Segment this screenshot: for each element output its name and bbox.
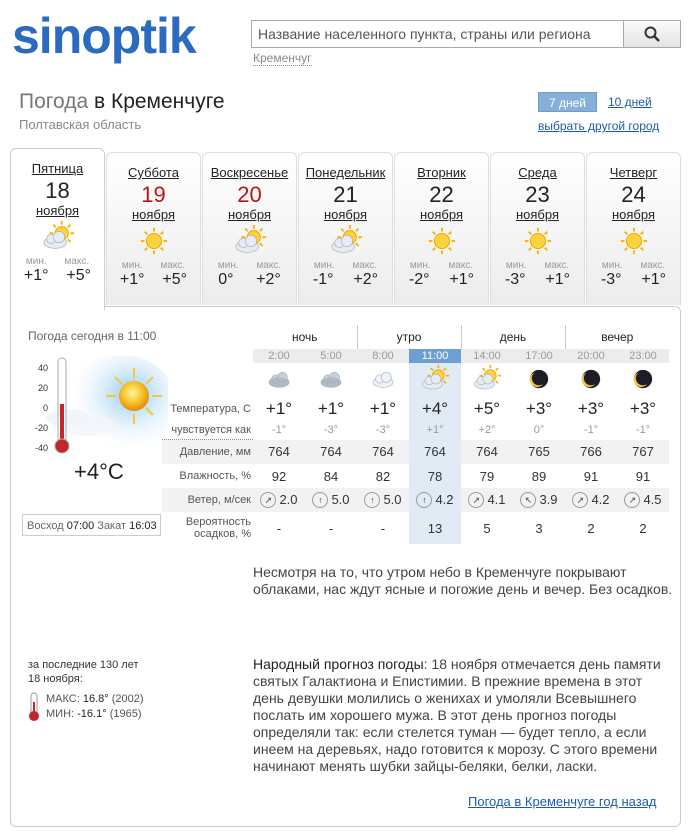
temperature-cell: +5°	[473, 399, 501, 418]
period-1: утро	[357, 325, 461, 349]
weather-icon-cell	[513, 363, 565, 397]
feels-like-label: чувствуется как	[162, 421, 253, 440]
tab-7-days[interactable]: 7 дней	[538, 92, 597, 112]
day-date: 18	[45, 178, 70, 203]
day-max-temp: +1°	[449, 271, 475, 288]
feels-like-cell: +2°	[478, 424, 496, 437]
wind-direction-icon: ↑	[416, 492, 432, 508]
temperature-cell: +1°	[265, 399, 293, 418]
pressure-cell: 764	[409, 440, 461, 465]
humidity-label: Влажность, %	[179, 470, 251, 482]
max-label: макс.	[448, 260, 474, 271]
day-min-temp: -2°	[408, 271, 430, 288]
humidity-cell: 91	[583, 468, 599, 484]
wind-direction-icon: ↗	[572, 492, 588, 508]
day-min-temp: -1°	[312, 271, 334, 288]
day-month: ноября	[419, 207, 464, 222]
wind-cell: ↑ 4.2	[409, 488, 461, 512]
day-date: 20	[237, 182, 262, 207]
feels-like-cell: -1°	[271, 424, 287, 437]
day-max-temp: +2°	[256, 271, 281, 288]
day-tab-6[interactable]	[490, 152, 585, 305]
pressure-cell: 766	[565, 440, 617, 465]
sinoptik-logo[interactable]: sinoptik	[12, 8, 196, 64]
pressure-label: Давление, мм	[162, 440, 253, 465]
thermometer-icon	[28, 692, 40, 722]
feels-like-cell: -3°	[375, 424, 391, 437]
feels-like-cell: -3°	[323, 424, 339, 437]
weather-icon-cell	[409, 363, 461, 397]
current-temperature: +4°C	[74, 459, 124, 484]
cloud-icon	[316, 382, 346, 397]
day-min-temp: +1°	[119, 271, 145, 288]
feels-like-cell: -1°	[635, 424, 651, 437]
max-label: макс.	[160, 260, 186, 271]
moon-icon	[628, 382, 658, 397]
day-tab-1[interactable]	[10, 148, 105, 310]
weather-icon-label	[162, 363, 253, 397]
temperature-cell: +1°	[369, 399, 397, 418]
pressure-cell: 764	[253, 440, 305, 465]
day-min-temp: -3°	[600, 271, 622, 288]
day-tabs	[10, 148, 680, 308]
weather-icon-cell	[565, 363, 617, 397]
min-label: мин.	[505, 260, 527, 271]
hour-cell: 2:00	[253, 349, 305, 363]
region-label: Полтавская область	[19, 117, 142, 132]
cloud-icon	[264, 382, 294, 397]
wind-cell: ↖ 3.9	[513, 488, 565, 512]
humidity-cell: 84	[323, 468, 339, 484]
sun-cloud-icon	[472, 382, 502, 397]
wind-direction-icon: ↗	[624, 492, 640, 508]
feels-like-cell: -1°	[583, 424, 599, 437]
pressure-cell: 767	[617, 440, 669, 465]
day-date: 21	[333, 182, 358, 207]
temperature-cell: +1°	[317, 399, 345, 418]
min-label: мин.	[601, 260, 623, 271]
day-tab-7[interactable]	[586, 152, 681, 305]
temperature-label: Температура, С	[170, 403, 251, 415]
min-label: мин.	[313, 260, 335, 271]
sun-cloud-icon	[11, 218, 104, 256]
humidity-cell: 82	[375, 468, 391, 484]
wind-direction-icon: ↑	[312, 492, 328, 508]
wind-cell: ↗ 4.1	[461, 488, 513, 512]
min-label: мин.	[217, 260, 239, 271]
max-label: макс.	[256, 260, 282, 271]
search-input[interactable]	[252, 21, 623, 47]
day-max-temp: +2°	[353, 271, 379, 288]
day-min-temp: +1°	[23, 267, 49, 284]
day-month: ноября	[131, 207, 176, 222]
precipitation-cell: -	[328, 520, 334, 536]
day-max-temp: +1°	[641, 271, 667, 288]
max-label: макс.	[352, 260, 378, 271]
day-date: 22	[429, 182, 454, 207]
day-name: Четверг	[609, 165, 658, 180]
precipitation-label: Вероятность осадков, %	[185, 516, 251, 540]
day-date: 19	[141, 182, 166, 207]
temperature-cell: +3°	[629, 399, 657, 418]
pressure-cell: 765	[513, 440, 565, 465]
temperature-cell: +4°	[409, 397, 461, 421]
temperature-cell: +3°	[525, 399, 553, 418]
wind-label: Ветер, м/сек	[162, 488, 253, 512]
search-box	[251, 20, 681, 48]
scale-tick: -20	[34, 423, 48, 433]
feels-like-cell: +1°	[409, 421, 461, 440]
sun-cloud-icon	[203, 222, 296, 260]
forecast-description: Несмотря на то, что утром небо в Кременчуге покрывают облаками, нас ждут ясные и погожие день и вечер. Без осадков.	[253, 564, 673, 597]
weather-icon-cell	[253, 363, 305, 397]
precipitation-cell: 2	[639, 520, 647, 536]
period-2: день	[461, 325, 565, 349]
hour-cell: 11:00	[409, 349, 461, 363]
folk-forecast: Народный прогноз погоды: 18 ноября отмечается день памяти святых Галактиона и Епистимии. В прежние времена в этот день девушки молились о женихах и умоляли Всевышнего послать им хорошего мужа. В этот день прогноз погоды определяли так: если стелется туман — будет тепло, а если инеем на деревьях, надо готовится к морозу. С этого времени начинают менять шубки зайцы-беляки, белки, ласки.	[253, 656, 661, 774]
day-name: Пятница	[31, 161, 84, 176]
hour-cell: 14:00	[461, 349, 513, 363]
wind-direction-icon: ↖	[520, 492, 536, 508]
wind-direction-icon: ↑	[364, 492, 380, 508]
precipitation-cell: 13	[409, 512, 461, 544]
day-month: ноября	[35, 203, 80, 218]
temperature-cell: +3°	[577, 399, 605, 418]
day-date: 24	[621, 182, 646, 207]
day-month: ноября	[611, 207, 656, 222]
day-tab-4[interactable]	[298, 152, 393, 305]
wind-direction-icon: ↗	[260, 492, 276, 508]
thermometer-scale	[30, 358, 48, 458]
weather-icon-cell	[357, 363, 409, 397]
max-label: макс.	[544, 260, 570, 271]
today-heading: Погода сегодня в 11:00	[28, 329, 157, 343]
wind-cell: ↑ 5.0	[357, 488, 409, 512]
day-name: Среда	[518, 165, 557, 180]
day-max-temp: +1°	[545, 271, 571, 288]
day-min-temp: 0°	[218, 271, 234, 288]
recent-city-link[interactable]: Кременчуг	[253, 51, 312, 65]
wind-direction-icon: ↗	[468, 492, 484, 508]
day-date: 23	[525, 182, 550, 207]
day-max-temp: +5°	[66, 267, 92, 284]
scale-tick: 0	[42, 403, 48, 413]
day-month: ноября	[515, 207, 560, 222]
sun-icon	[491, 222, 584, 260]
day-name: Воскресенье	[210, 165, 289, 180]
humidity-cell: 92	[271, 468, 287, 484]
hour-cell: 23:00	[617, 349, 669, 363]
weather-icon-cell	[461, 363, 513, 397]
weather-icon-cell	[617, 363, 669, 397]
choose-city-link[interactable]: выбрать другой город	[538, 119, 660, 133]
sun-cloud-icon	[299, 222, 392, 260]
day-name: Вторник	[417, 165, 466, 180]
day-tab-2[interactable]	[106, 152, 201, 305]
year-ago-link[interactable]: Погода в Кременчуге год назад	[468, 794, 657, 809]
scale-tick: 20	[37, 383, 48, 393]
sun-icon	[395, 222, 488, 260]
sun-icon	[587, 222, 680, 260]
day-name: Суббота	[128, 165, 179, 180]
precipitation-cell: 2	[587, 520, 595, 536]
sun-cloud-icon	[420, 382, 450, 397]
pressure-cell: 764	[357, 440, 409, 465]
precipitation-cell: -	[380, 520, 386, 536]
weather-icon-cell	[305, 363, 357, 397]
thermometer-illustration	[28, 356, 168, 461]
feels-like-cell: 0°	[533, 424, 545, 437]
humidity-cell: 89	[531, 468, 547, 484]
precipitation-cell: -	[276, 520, 282, 536]
hourly-table	[162, 325, 669, 544]
precipitation-cell: 3	[535, 520, 543, 536]
min-label: мин.	[25, 256, 47, 267]
day-max-temp: +5°	[162, 271, 188, 288]
min-label: мин.	[121, 260, 143, 271]
sunrise-sunset: Восход 07:00 Закат 16:03	[22, 514, 161, 536]
moon-icon	[576, 382, 606, 397]
hour-cell: 8:00	[357, 349, 409, 363]
day-month: ноября	[323, 207, 368, 222]
sun-icon	[107, 222, 200, 260]
tab-10-days[interactable]: 10 дней	[608, 95, 652, 109]
humidity-cell: 79	[479, 468, 495, 484]
hour-cell: 20:00	[565, 349, 617, 363]
day-tab-5[interactable]	[394, 152, 489, 305]
day-month: ноября	[227, 207, 272, 222]
wind-cell: ↑ 5.0	[305, 488, 357, 512]
wind-cell: ↗ 4.5	[617, 488, 669, 512]
day-name: Понедельник	[305, 165, 386, 180]
wind-cell: ↗ 4.2	[565, 488, 617, 512]
light-cloud-icon	[368, 382, 398, 397]
day-tab-3[interactable]	[202, 152, 297, 305]
search-button[interactable]	[623, 21, 680, 47]
period-0: ночь	[253, 325, 357, 349]
page-title: Погода в Кременчуге	[19, 90, 225, 113]
pressure-cell: 764	[305, 440, 357, 465]
pressure-cell: 764	[461, 440, 513, 465]
scale-tick: 40	[37, 363, 48, 373]
precipitation-cell: 5	[483, 520, 491, 536]
period-3: вечер	[601, 330, 634, 344]
humidity-cell: 78	[409, 464, 461, 488]
humidity-cell: 91	[635, 468, 651, 484]
min-label: мин.	[409, 260, 431, 271]
hour-cell: 17:00	[513, 349, 565, 363]
max-label: макс.	[64, 256, 90, 267]
wind-cell: ↗ 2.0	[253, 488, 305, 512]
historical-records: за последние 130 лет 18 ноября: МАКС: 16.8° (2002) МИН: -16.1° (1965)	[28, 659, 144, 720]
max-label: макс.	[640, 260, 666, 271]
search-icon	[644, 26, 660, 42]
hour-cell: 5:00	[305, 349, 357, 363]
moon-icon	[524, 382, 554, 397]
scale-tick: -40	[34, 443, 48, 453]
day-min-temp: -3°	[504, 271, 526, 288]
